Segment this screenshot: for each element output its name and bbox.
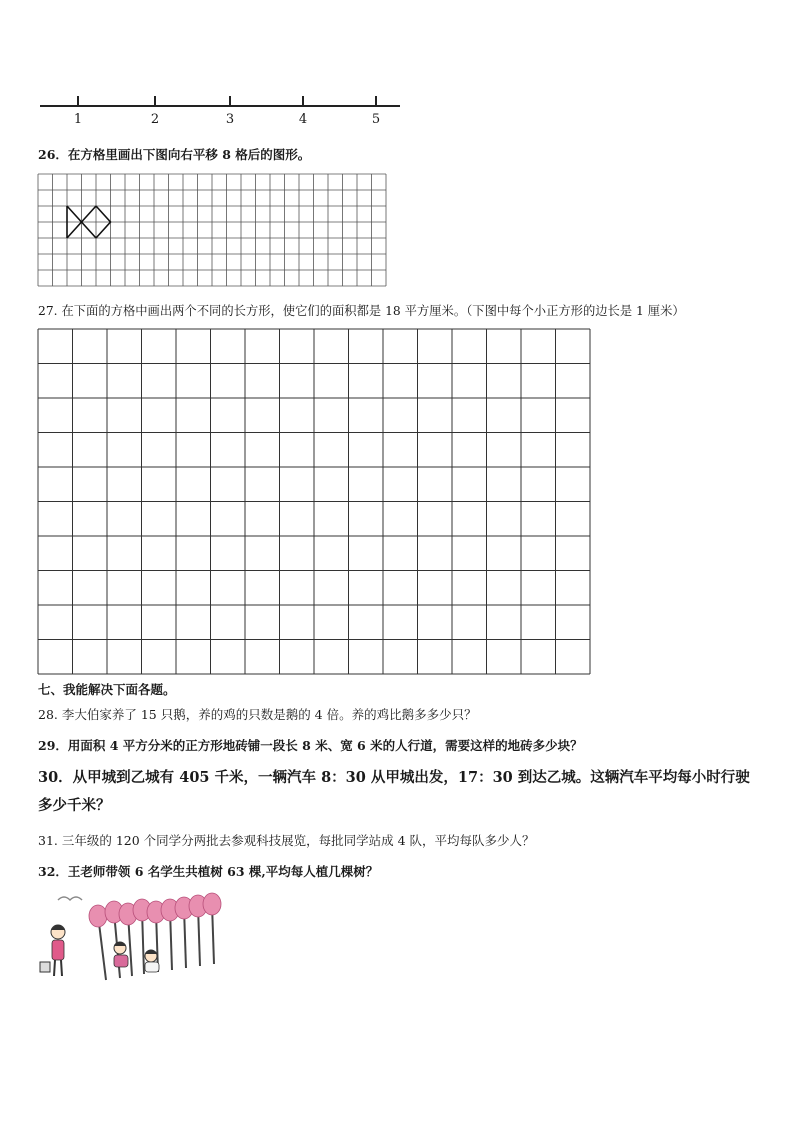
tick-label-5: 5 — [371, 112, 381, 127]
question-31: 31. 三年级的 120 个同学分两批去参观科技展览，每批同学站成 4 队，平均每队多少人？ — [38, 833, 535, 848]
tree-planting-illustration — [36, 890, 226, 990]
tick-label-3: 3 — [225, 112, 235, 127]
question-30: 30．从甲城到乙城有 405 千米，一辆汽车 8：30 从甲城出发，17：30 到达乙城。这辆汽车平均每小时行驶多少千米？ — [38, 769, 750, 814]
tick-label-1: 1 — [73, 112, 83, 127]
tick-label-4: 4 — [298, 112, 308, 127]
question-28: 28. 李大伯家养了 15 只鹅，养的鸡的只数是鹅的 4 倍。养的鸡比鹅多多少只？ — [38, 707, 477, 722]
question-27: 27. 在下面的方格中画出两个不同的长方形，使它们的面积都是 18 平方厘米。（下图中每个小正方形的边长是 1 厘米） — [38, 304, 685, 318]
tick-label-2: 2 — [150, 112, 160, 127]
question-26: 26．在方格里画出下图向右平移 8 格后的图形。 — [38, 147, 311, 162]
question-29: 29．用面积 4 平方分米的正方形地砖铺一段长 8 米、宽 6 米的人行道，需要这样的地砖多少块？ — [38, 738, 583, 753]
question-32: 32．王老师带领 6 名学生共植树 63 棵,平均每人植几棵树？ — [38, 864, 379, 879]
section-heading: 七、我能解决下面各题。 — [38, 682, 176, 697]
